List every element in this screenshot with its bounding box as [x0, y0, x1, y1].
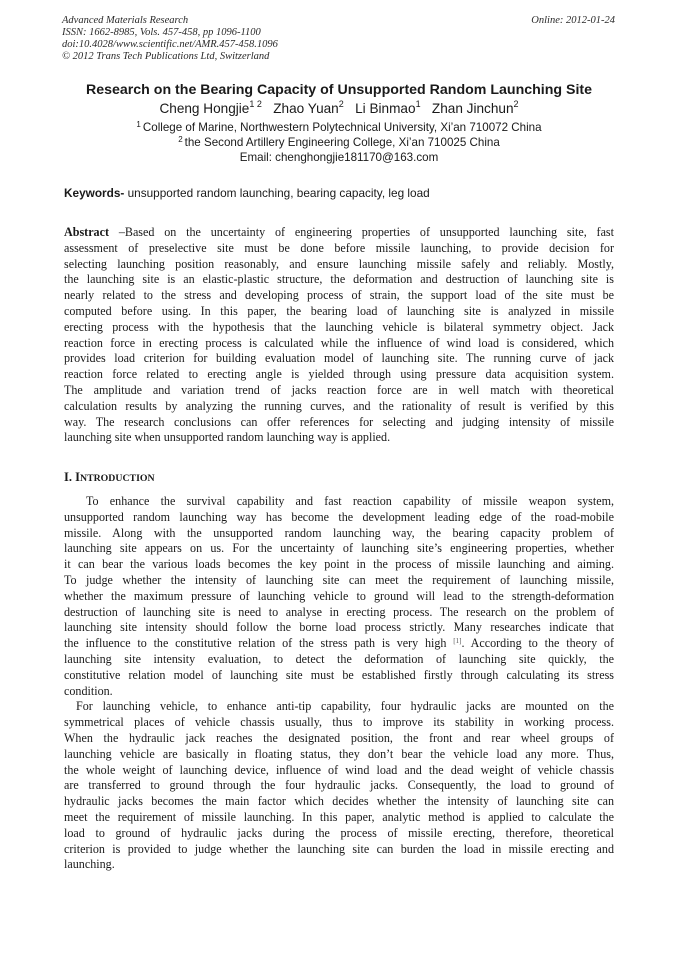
- abstract-line: the launching site is an elastic-plastic structure, the deformation and destruction of launching site is: [64, 272, 614, 287]
- author-affiliation-mark: 1: [415, 99, 421, 109]
- paragraph-line: To judge whether the intensity of launching site can meet the requirement of launching missile,: [64, 572, 614, 587]
- doi-line: doi:10.4028/www.scientific.net/AMR.457-458.1096: [62, 39, 278, 50]
- abstract-line: selecting launching position reasonably, and ensure launching missile safely and reliably. Mostly,: [64, 256, 614, 271]
- paragraph-line: are transferred to ground through the four hydraulic jacks. Consequently, the load to ground of: [64, 778, 614, 793]
- paragraph-line: To enhance the survival capability and fast reaction capability of missile weapon system,: [86, 494, 614, 508]
- keywords-label: Keywords-: [64, 186, 125, 200]
- paragraph-line: it can bear the various loads becomes the key point in the process of missile launching and aiming.: [64, 557, 614, 572]
- paragraph-line: destruction of launching site is need to analyse in erecting process. The research on the problem of: [64, 604, 614, 619]
- paragraph-line: symmetrical places of vehicle chassis usually, thus to improve its stability in working process.: [64, 715, 614, 730]
- paragraph-line: constitutive relation model of launching site must be established firstly through calculating its stress: [64, 667, 614, 682]
- introduction-body: [64, 494, 614, 873]
- author-affiliation-mark: 1 2: [249, 99, 262, 109]
- author-name: Li Binmao: [355, 101, 416, 116]
- abstract-line: The amplitude and variation trend of jacks reaction force are in well match with theoretical: [64, 382, 614, 397]
- abstract-label: Abstract: [64, 225, 110, 239]
- abstract-line: assessment of preselective site must be done before missile launching, to provide decision for: [64, 240, 614, 255]
- paragraph-line: [64, 636, 614, 652]
- affiliation-2: [40, 136, 638, 150]
- author-affiliation-mark: 2: [338, 99, 344, 109]
- section-heading-introduction: [64, 470, 155, 485]
- abstract-line: calculation results by analyzing the running curves, and the rationality of result is verified by this: [64, 398, 614, 413]
- abstract-line: launching site when unsupported random launching way is applied.: [64, 430, 391, 445]
- paragraph-line: launching site intensity evaluation, to detect the deformation of launching site quickly, the: [64, 651, 614, 666]
- affiliation-text: College of Marine, Northwestern Polytechnical University, Xi’an 710072 China: [142, 121, 542, 134]
- abstract-line: erecting process with the hypothesis that the launching vehicle is bilateral symmetry object. Jack: [64, 319, 614, 334]
- author-name: Zhao Yuan: [273, 101, 339, 116]
- paragraph-line: launching.: [64, 857, 115, 872]
- abstract-line: way. The research conclusions can offer references for selecting and judging intensity of missile: [64, 414, 614, 429]
- abstract-line: computed before using. In this paper, the bearing load of launching site is analyzed in missile: [64, 303, 614, 318]
- paragraph-line: launching site intensity should follow the borne load process strictly. Many researches indicate that: [64, 620, 614, 635]
- abstract-text: –Based on the uncertainty of engineering properties of unsupported launching site, fast: [109, 225, 614, 239]
- paragraph-line: launching site appears on us. For the uncertainty of launching site’s engineering properties, whether: [64, 541, 614, 556]
- abstract-line: nearly related to the stress and developing process of strain, the support load of the site must be: [64, 288, 614, 303]
- copyright-line: © 2012 Trans Tech Publications Ltd, Switzerland: [62, 51, 270, 62]
- paragraph-line: hydraulic jacks becomes the main factor which decides whether the intensity of launching site can: [64, 794, 614, 809]
- abstract: [64, 225, 614, 446]
- author-name: Zhan Jinchun: [431, 101, 514, 116]
- paragraph-line: unsupported random launching way has become the development leading edge of the road-mobile: [64, 509, 614, 524]
- section-initial: I: [75, 470, 80, 484]
- abstract-line: reaction force in erecting process is calculated while the influence of wind load is considered, which: [64, 335, 614, 350]
- paragraph-line: the whole weight of launching device, influence of wind load and the dead weight of vehicle chassis: [64, 762, 614, 777]
- journal-header: [62, 15, 278, 63]
- journal-name: Advanced Materials Research: [62, 15, 189, 26]
- paragraph-line: meet the requirement of missile launching. In this paper, analytic method is applied to calculate the: [64, 809, 614, 824]
- keywords-text: unsupported random launching, bearing capacity, leg load: [124, 186, 430, 200]
- paragraph-line: For launching vehicle, to enhance anti-tip capability, four hydraulic jacks are mounted on the: [76, 699, 614, 714]
- citation-ref[interactable]: [1]: [453, 637, 462, 646]
- paragraph-line: missile. Along with the unsupported random launching way, the bearing capacity problem of: [64, 525, 614, 540]
- paragraph-line: load to ground of hydraulic jacks during the process of missile erecting, therefore, theoretical: [64, 825, 614, 840]
- paragraph-line: criterion is provided to judge whether the launching site can burden the load in missile erecting and: [64, 841, 614, 856]
- online-date: Online: 2012-01-24: [531, 15, 615, 26]
- author-affiliation-mark: 2: [513, 99, 519, 109]
- abstract-line: reaction force related to erecting angle is yielded through using pressure data acquisition system.: [64, 367, 614, 382]
- keywords-line: [64, 186, 430, 200]
- abstract-line: provides load criterion for building evaluation model of launching site. The running curve of jack: [64, 351, 614, 366]
- paragraph-line: condition.: [64, 683, 113, 698]
- paragraph-line: launching vehicle are basically in floating status, they don’t bear the vehicle load any more. Thus,: [64, 746, 614, 761]
- paragraph-line: whether the maximum pressure of launching vehicle to ground will lead to the strength-deformation: [64, 588, 614, 603]
- paragraph-line: When the hydraulic jack reaches the designated position, the front and rear wheel groups of: [64, 730, 614, 745]
- line-text: . According to the theory of: [461, 636, 614, 651]
- affiliation-1: [40, 121, 638, 135]
- section-title-rest: NTRODUCTION: [80, 473, 155, 484]
- author-name: Cheng Hongjie: [159, 101, 250, 116]
- affiliation-text: the Second Artillery Engineering College, Xi’an 710025 China: [184, 136, 500, 149]
- issn-line: ISSN: 1662-8985, Vols. 457-458, pp 1096-1100: [62, 27, 261, 38]
- affiliation-mark: 2: [178, 135, 183, 144]
- affiliation-mark: 1: [136, 120, 141, 129]
- section-number: I.: [64, 470, 76, 484]
- author-list: [40, 100, 638, 117]
- abstract-line: [64, 225, 614, 241]
- line-text: the influence to the constitutive relation of the stress path is very high: [64, 636, 447, 651]
- paper-title: Research on the Bearing Capacity of Unsupported Random Launching Site: [85, 82, 593, 98]
- author-email: Email: chenghongjie181170@163.com: [239, 151, 439, 164]
